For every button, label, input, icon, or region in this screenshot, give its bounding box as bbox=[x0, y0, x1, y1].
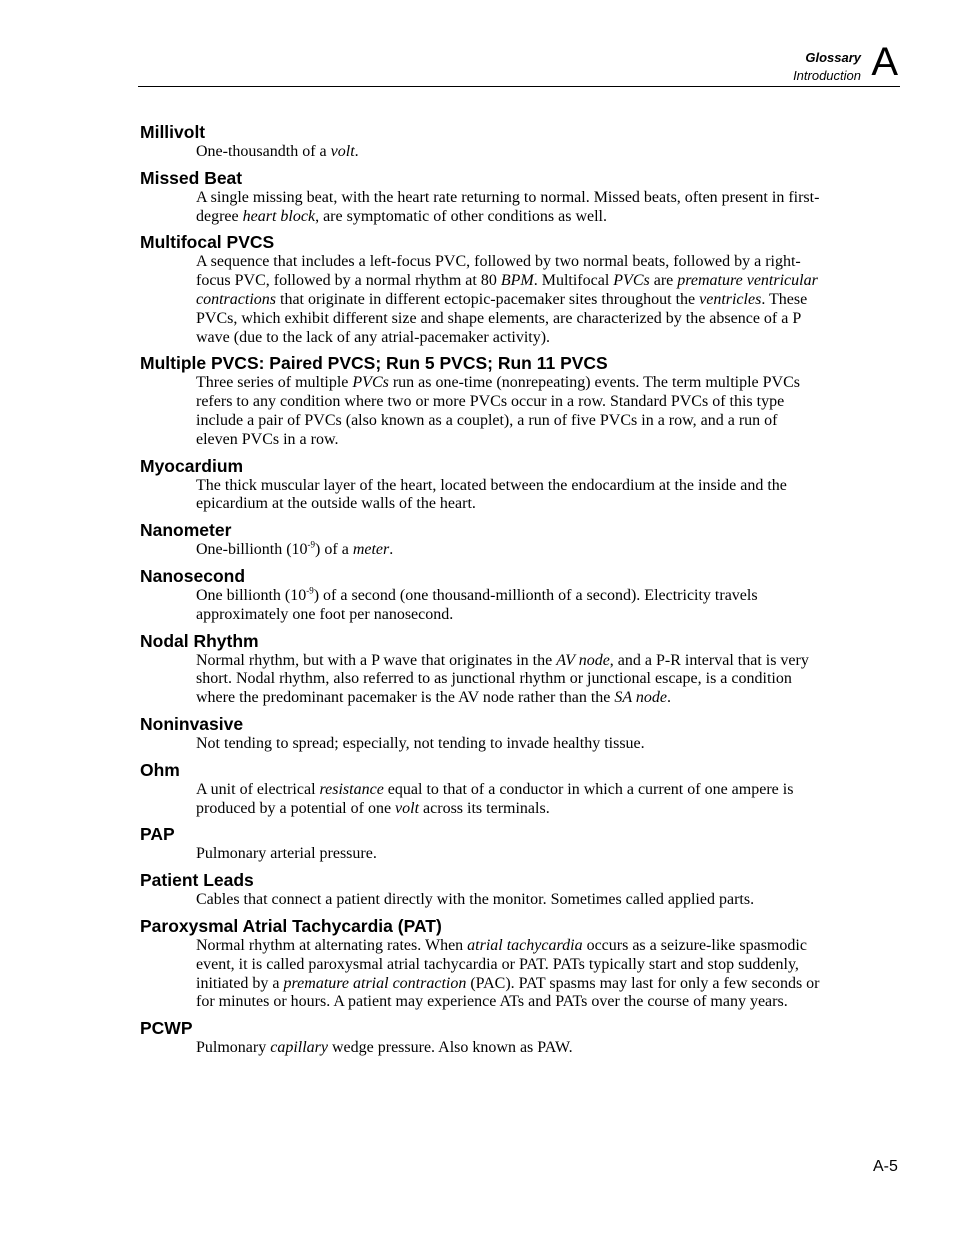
glossary-definition: One-billionth $(10^{-9})$ of a meter. bbox=[196, 539, 394, 559]
glossary-definition: The thick muscular layer of the heart, located between the endocardium at the inside and the epicardium at the outside walls of the heart. bbox=[196, 476, 787, 513]
page-header bbox=[138, 40, 900, 87]
glossary-term: Nodal Rhythm bbox=[140, 630, 259, 651]
italic-term: resistance bbox=[319, 780, 384, 798]
italic-term: AV node bbox=[556, 651, 610, 669]
glossary-entry bbox=[140, 824, 820, 864]
glossary-definition: A sequence that includes a left-focus PVC, followed by two normal beats, followed by a right-focus PVC, followed by a normal rhythm at 80 BPM. Multifocal PVCs are premature ventricular contractions that originate in different ectopic-pacemaker sites throughout the ventricles. These PVCs, which exhibit different size and shape elements, are characterized by the absence of a P wave (due to the lack of any atrial-pacemaker activity). bbox=[196, 253, 818, 346]
italic-term: atrial tachycardia bbox=[467, 936, 583, 954]
header-section: Glossary bbox=[805, 50, 861, 65]
glossary-entry bbox=[140, 168, 820, 227]
italic-term: SA node bbox=[614, 689, 667, 707]
italic-term: capillary bbox=[270, 1039, 328, 1057]
glossary-term: PCWP bbox=[140, 1018, 193, 1039]
glossary-term: Nanosecond bbox=[140, 565, 246, 586]
glossary-definition: Three series of multiple PVCs run as one-time (nonrepeating) events. The term multiple PVCs refers to any condition where two or more PVCs occur in a row. Standard PVCs of this type include a pair of PVCs (also known as a couplet), a run of five PVCs in a row, and a run of eleven PVCs in a row. bbox=[196, 374, 801, 448]
glossary-term: Missed Beat bbox=[140, 167, 243, 188]
glossary-entry bbox=[140, 353, 820, 449]
header-rule bbox=[138, 86, 900, 87]
glossary-entry bbox=[140, 566, 820, 625]
glossary-definition: Not tending to spread; especially, not tending to invade healthy tissue. bbox=[196, 734, 645, 752]
glossary-term: Paroxysmal Atrial Tachycardia (PAT) bbox=[140, 915, 442, 936]
glossary-entry bbox=[140, 232, 820, 347]
glossary-definition: Normal rhythm at alternating rates. When atrial tachycardia occurs as a seizure-like spasmodic event, it is called paroxysmal atrial tachycardia or PAT. PATs typically start and stop suddenly, initiated by a premature atrial contraction (PAC). PAT spasms may last for only a few seconds or for minutes or hours. A patient may experience ATs and PATs over the course of many years. bbox=[196, 936, 820, 1011]
italic-term: ventricles bbox=[699, 290, 762, 308]
glossary-term: Millivolt bbox=[140, 122, 206, 142]
italic-term: heart block bbox=[242, 207, 316, 225]
glossary-entry bbox=[140, 714, 820, 754]
glossary-term: Multiple PVCS: Paired PVCS; Run 5 PVCS; Run 11 PVCS bbox=[140, 353, 608, 374]
glossary-entry bbox=[140, 870, 820, 910]
glossary-definition: Cables that connect a patient directly with the monitor. Sometimes called applied parts. bbox=[196, 891, 755, 909]
glossary-definition: One-thousandth of a volt. bbox=[196, 143, 359, 160]
glossary-entry bbox=[140, 916, 820, 1012]
glossary-entry bbox=[140, 520, 820, 560]
header-subsection: Introduction bbox=[793, 68, 861, 83]
italic-term: volt bbox=[395, 799, 420, 817]
glossary-term: Multifocal PVCS bbox=[140, 232, 275, 253]
glossary-entry bbox=[140, 1018, 820, 1058]
glossary-term: PAP bbox=[140, 824, 175, 845]
glossary-definition: Pulmonary arterial pressure. bbox=[196, 845, 377, 863]
italic-term: BPM bbox=[500, 272, 534, 290]
glossary-term: Myocardium bbox=[140, 455, 244, 476]
glossary-term: Nanometer bbox=[140, 520, 232, 541]
glossary-entry bbox=[140, 631, 820, 708]
italic-term: volt bbox=[330, 143, 355, 160]
italic-term: PVCs bbox=[352, 374, 389, 392]
glossary-term: Noninvasive bbox=[140, 713, 244, 734]
appendix-letter: A bbox=[871, 40, 898, 84]
glossary-entry bbox=[140, 456, 820, 515]
glossary-definition: A unit of electrical resistance equal to that of a conductor in which a current of one ampere is produced by a potential of one volt across its terminals. bbox=[196, 780, 794, 817]
glossary-entry bbox=[140, 122, 820, 162]
running-header bbox=[793, 49, 861, 85]
italic-term: meter bbox=[352, 541, 390, 559]
italic-term: premature ventricular contractions bbox=[196, 272, 818, 308]
glossary-definition: Normal rhythm, but with a P wave that originates in the AV node, and a P-R interval that is very short. Nodal rhythm, also referred to as junctional rhythm or junctional escape, is a condition where the predominant pacemaker is the AV node rather than the SA node. bbox=[196, 651, 809, 707]
glossary-definition: A single missing beat, with the heart rate returning to normal. Missed beats, often present in first-degree heart block, are symptomatic of other conditions as well. bbox=[196, 188, 820, 225]
superscript: -9 bbox=[306, 585, 314, 596]
glossary-definition: One billionth $(10^{-9})$ of a second (one thousand-millionth of a second). Electricity travels approximately one foot per nanosecond. bbox=[196, 585, 758, 623]
glossary-list bbox=[140, 122, 820, 1064]
superscript: -9 bbox=[307, 539, 316, 550]
glossary-entry bbox=[140, 760, 820, 819]
italic-term: PVCs bbox=[613, 272, 650, 290]
page-number: A-5 bbox=[873, 1158, 898, 1175]
glossary-definition: Pulmonary capillary wedge pressure. Also known as PAW. bbox=[196, 1039, 573, 1057]
italic-term: premature atrial contraction bbox=[283, 974, 467, 992]
glossary-term: Ohm bbox=[140, 759, 180, 780]
glossary-term: Patient Leads bbox=[140, 870, 254, 891]
